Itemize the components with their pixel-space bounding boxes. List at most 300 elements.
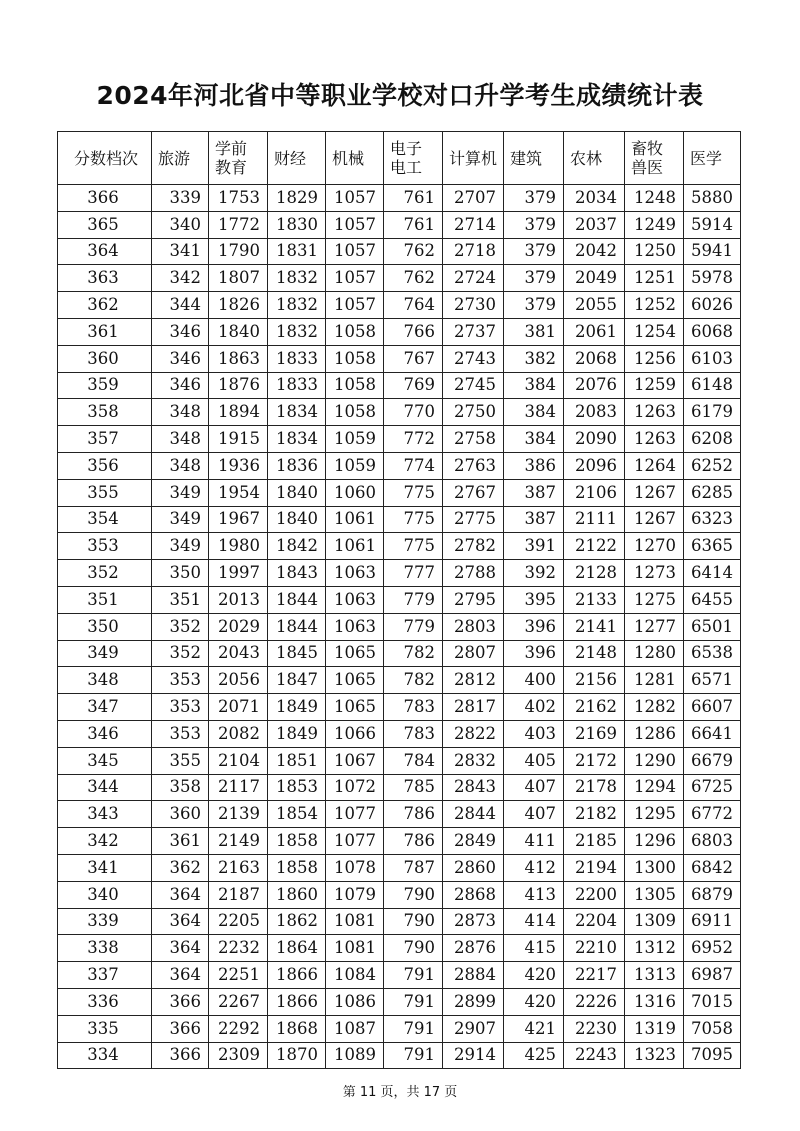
count-cell: 1863 <box>209 345 268 372</box>
count-cell: 2082 <box>209 720 268 747</box>
count-cell: 351 <box>152 586 209 613</box>
count-cell: 2013 <box>209 586 268 613</box>
column-header: 分数档次 <box>58 132 152 185</box>
count-cell: 6208 <box>684 426 741 453</box>
count-cell: 396 <box>504 640 564 667</box>
count-cell: 1832 <box>268 292 326 319</box>
count-cell: 2232 <box>209 935 268 962</box>
count-cell: 6285 <box>684 479 741 506</box>
count-cell: 769 <box>384 372 443 399</box>
count-cell: 1295 <box>625 801 684 828</box>
count-cell: 366 <box>152 988 209 1015</box>
count-cell: 1286 <box>625 720 684 747</box>
count-cell: 2775 <box>443 506 504 533</box>
count-cell: 1259 <box>625 372 684 399</box>
count-cell: 783 <box>384 694 443 721</box>
count-cell: 2043 <box>209 640 268 667</box>
table-row <box>58 452 741 479</box>
count-cell: 382 <box>504 345 564 372</box>
table-row <box>58 372 741 399</box>
count-cell: 2707 <box>443 185 504 212</box>
count-cell: 1058 <box>326 399 384 426</box>
score-cell: 336 <box>58 988 152 1015</box>
count-cell: 1840 <box>268 479 326 506</box>
count-cell: 364 <box>152 935 209 962</box>
count-cell: 352 <box>152 613 209 640</box>
count-cell: 1997 <box>209 560 268 587</box>
score-cell: 351 <box>58 586 152 613</box>
count-cell: 358 <box>152 774 209 801</box>
count-cell: 2122 <box>564 533 625 560</box>
count-cell: 1058 <box>326 372 384 399</box>
count-cell: 2106 <box>564 479 625 506</box>
count-cell: 2750 <box>443 399 504 426</box>
score-cell: 364 <box>58 238 152 265</box>
count-cell: 1079 <box>326 881 384 908</box>
count-cell: 414 <box>504 908 564 935</box>
count-cell: 1057 <box>326 238 384 265</box>
count-cell: 2849 <box>443 828 504 855</box>
table-row <box>58 238 741 265</box>
count-cell: 1081 <box>326 935 384 962</box>
count-cell: 2737 <box>443 318 504 345</box>
count-cell: 7058 <box>684 1015 741 1042</box>
count-cell: 348 <box>152 399 209 426</box>
column-header: 电子 电工 <box>384 132 443 185</box>
count-cell: 2083 <box>564 399 625 426</box>
count-cell: 2169 <box>564 720 625 747</box>
count-cell: 1084 <box>326 962 384 989</box>
score-table <box>57 131 741 1069</box>
count-cell: 1894 <box>209 399 268 426</box>
count-cell: 6571 <box>684 667 741 694</box>
table-row <box>58 667 741 694</box>
table-row <box>58 1015 741 1042</box>
count-cell: 1849 <box>268 720 326 747</box>
count-cell: 2817 <box>443 694 504 721</box>
count-cell: 1270 <box>625 533 684 560</box>
table-row <box>58 586 741 613</box>
count-cell: 2185 <box>564 828 625 855</box>
count-cell: 1840 <box>209 318 268 345</box>
count-cell: 387 <box>504 506 564 533</box>
count-cell: 2034 <box>564 185 625 212</box>
count-cell: 1267 <box>625 506 684 533</box>
count-cell: 425 <box>504 1042 564 1069</box>
score-cell: 341 <box>58 854 152 881</box>
count-cell: 2788 <box>443 560 504 587</box>
count-cell: 1832 <box>268 265 326 292</box>
count-cell: 395 <box>504 586 564 613</box>
count-cell: 2844 <box>443 801 504 828</box>
count-cell: 1305 <box>625 881 684 908</box>
count-cell: 384 <box>504 372 564 399</box>
count-cell: 1254 <box>625 318 684 345</box>
count-cell: 361 <box>152 828 209 855</box>
score-cell: 346 <box>58 720 152 747</box>
count-cell: 2803 <box>443 613 504 640</box>
score-cell: 356 <box>58 452 152 479</box>
count-cell: 2907 <box>443 1015 504 1042</box>
count-cell: 1309 <box>625 908 684 935</box>
count-cell: 770 <box>384 399 443 426</box>
count-cell: 340 <box>152 211 209 238</box>
table-row <box>58 988 741 1015</box>
count-cell: 2156 <box>564 667 625 694</box>
count-cell: 1858 <box>268 854 326 881</box>
score-cell: 355 <box>58 479 152 506</box>
count-cell: 1829 <box>268 185 326 212</box>
count-cell: 2724 <box>443 265 504 292</box>
count-cell: 7015 <box>684 988 741 1015</box>
score-cell: 352 <box>58 560 152 587</box>
count-cell: 2182 <box>564 801 625 828</box>
count-cell: 1252 <box>625 292 684 319</box>
count-cell: 762 <box>384 265 443 292</box>
count-cell: 379 <box>504 292 564 319</box>
count-cell: 2884 <box>443 962 504 989</box>
table-header-row <box>58 132 741 185</box>
count-cell: 6148 <box>684 372 741 399</box>
count-cell: 6026 <box>684 292 741 319</box>
count-cell: 420 <box>504 962 564 989</box>
count-cell: 2133 <box>564 586 625 613</box>
table-row <box>58 345 741 372</box>
count-cell: 2876 <box>443 935 504 962</box>
count-cell: 391 <box>504 533 564 560</box>
score-cell: 343 <box>58 801 152 828</box>
count-cell: 2743 <box>443 345 504 372</box>
count-cell: 6414 <box>684 560 741 587</box>
count-cell: 360 <box>152 801 209 828</box>
count-cell: 2745 <box>443 372 504 399</box>
table-row <box>58 426 741 453</box>
count-cell: 6501 <box>684 613 741 640</box>
count-cell: 1251 <box>625 265 684 292</box>
count-cell: 1868 <box>268 1015 326 1042</box>
count-cell: 1834 <box>268 399 326 426</box>
column-header: 医学 <box>684 132 741 185</box>
count-cell: 2200 <box>564 881 625 908</box>
count-cell: 1967 <box>209 506 268 533</box>
count-cell: 790 <box>384 908 443 935</box>
count-cell: 6068 <box>684 318 741 345</box>
count-cell: 2163 <box>209 854 268 881</box>
count-cell: 786 <box>384 828 443 855</box>
score-cell: 340 <box>58 881 152 908</box>
count-cell: 2149 <box>209 828 268 855</box>
table-row <box>58 962 741 989</box>
count-cell: 791 <box>384 962 443 989</box>
count-cell: 1072 <box>326 774 384 801</box>
count-cell: 2795 <box>443 586 504 613</box>
count-cell: 2868 <box>443 881 504 908</box>
count-cell: 349 <box>152 479 209 506</box>
count-cell: 775 <box>384 533 443 560</box>
count-cell: 346 <box>152 345 209 372</box>
count-cell: 381 <box>504 318 564 345</box>
count-cell: 2172 <box>564 747 625 774</box>
count-cell: 1833 <box>268 372 326 399</box>
count-cell: 1256 <box>625 345 684 372</box>
table-row <box>58 828 741 855</box>
count-cell: 353 <box>152 720 209 747</box>
count-cell: 1081 <box>326 908 384 935</box>
count-cell: 2037 <box>564 211 625 238</box>
count-cell: 1065 <box>326 667 384 694</box>
count-cell: 1060 <box>326 479 384 506</box>
count-cell: 787 <box>384 854 443 881</box>
count-cell: 346 <box>152 372 209 399</box>
count-cell: 1954 <box>209 479 268 506</box>
count-cell: 779 <box>384 613 443 640</box>
count-cell: 786 <box>384 801 443 828</box>
count-cell: 2251 <box>209 962 268 989</box>
count-cell: 1844 <box>268 586 326 613</box>
count-cell: 2139 <box>209 801 268 828</box>
count-cell: 6772 <box>684 801 741 828</box>
count-cell: 1280 <box>625 640 684 667</box>
count-cell: 783 <box>384 720 443 747</box>
count-cell: 411 <box>504 828 564 855</box>
column-header: 畜牧 兽医 <box>625 132 684 185</box>
count-cell: 402 <box>504 694 564 721</box>
count-cell: 1323 <box>625 1042 684 1069</box>
table-row <box>58 318 741 345</box>
score-cell: 362 <box>58 292 152 319</box>
count-cell: 1063 <box>326 586 384 613</box>
count-cell: 1851 <box>268 747 326 774</box>
score-cell: 354 <box>58 506 152 533</box>
count-cell: 5880 <box>684 185 741 212</box>
count-cell: 775 <box>384 506 443 533</box>
score-cell: 342 <box>58 828 152 855</box>
score-cell: 347 <box>58 694 152 721</box>
count-cell: 2111 <box>564 506 625 533</box>
column-header: 农林 <box>564 132 625 185</box>
count-cell: 1067 <box>326 747 384 774</box>
count-cell: 342 <box>152 265 209 292</box>
count-cell: 1876 <box>209 372 268 399</box>
count-cell: 2292 <box>209 1015 268 1042</box>
count-cell: 2042 <box>564 238 625 265</box>
count-cell: 6952 <box>684 935 741 962</box>
count-cell: 2049 <box>564 265 625 292</box>
count-cell: 379 <box>504 265 564 292</box>
count-cell: 791 <box>384 1042 443 1069</box>
score-cell: 360 <box>58 345 152 372</box>
column-header: 计算机 <box>443 132 504 185</box>
column-header: 旅游 <box>152 132 209 185</box>
count-cell: 1845 <box>268 640 326 667</box>
count-cell: 353 <box>152 667 209 694</box>
score-cell: 335 <box>58 1015 152 1042</box>
count-cell: 1844 <box>268 613 326 640</box>
count-cell: 791 <box>384 988 443 1015</box>
count-cell: 413 <box>504 881 564 908</box>
count-cell: 384 <box>504 426 564 453</box>
count-cell: 2141 <box>564 613 625 640</box>
count-cell: 2217 <box>564 962 625 989</box>
count-cell: 1316 <box>625 988 684 1015</box>
count-cell: 2090 <box>564 426 625 453</box>
score-cell: 353 <box>58 533 152 560</box>
table-row <box>58 774 741 801</box>
count-cell: 407 <box>504 774 564 801</box>
count-cell: 1263 <box>625 399 684 426</box>
count-cell: 1058 <box>326 345 384 372</box>
count-cell: 1847 <box>268 667 326 694</box>
count-cell: 1296 <box>625 828 684 855</box>
count-cell: 784 <box>384 747 443 774</box>
count-cell: 2194 <box>564 854 625 881</box>
count-cell: 1250 <box>625 238 684 265</box>
count-cell: 791 <box>384 1015 443 1042</box>
score-cell: 357 <box>58 426 152 453</box>
table-row <box>58 801 741 828</box>
count-cell: 2162 <box>564 694 625 721</box>
count-cell: 1263 <box>625 426 684 453</box>
score-cell: 345 <box>58 747 152 774</box>
count-cell: 1936 <box>209 452 268 479</box>
count-cell: 1860 <box>268 881 326 908</box>
count-cell: 1087 <box>326 1015 384 1042</box>
count-cell: 7095 <box>684 1042 741 1069</box>
count-cell: 6252 <box>684 452 741 479</box>
page-footer: 第 11 页，共 17 页 <box>342 1085 458 1100</box>
count-cell: 1831 <box>268 238 326 265</box>
count-cell: 1063 <box>326 560 384 587</box>
count-cell: 1275 <box>625 586 684 613</box>
count-cell: 421 <box>504 1015 564 1042</box>
score-cell: 338 <box>58 935 152 962</box>
count-cell: 346 <box>152 318 209 345</box>
count-cell: 379 <box>504 211 564 238</box>
score-cell: 359 <box>58 372 152 399</box>
count-cell: 2076 <box>564 372 625 399</box>
count-cell: 1078 <box>326 854 384 881</box>
count-cell: 1772 <box>209 211 268 238</box>
count-cell: 1843 <box>268 560 326 587</box>
column-header: 机械 <box>326 132 384 185</box>
count-cell: 1832 <box>268 318 326 345</box>
count-cell: 339 <box>152 185 209 212</box>
count-cell: 1300 <box>625 854 684 881</box>
count-cell: 777 <box>384 560 443 587</box>
count-cell: 6365 <box>684 533 741 560</box>
count-cell: 355 <box>152 747 209 774</box>
count-cell: 782 <box>384 667 443 694</box>
count-cell: 415 <box>504 935 564 962</box>
count-cell: 1077 <box>326 828 384 855</box>
count-cell: 1077 <box>326 801 384 828</box>
count-cell: 767 <box>384 345 443 372</box>
count-cell: 772 <box>384 426 443 453</box>
score-cell: 337 <box>58 962 152 989</box>
count-cell: 6323 <box>684 506 741 533</box>
table-row <box>58 935 741 962</box>
count-cell: 2763 <box>443 452 504 479</box>
table-row <box>58 292 741 319</box>
count-cell: 761 <box>384 211 443 238</box>
count-cell: 1059 <box>326 452 384 479</box>
table-row <box>58 506 741 533</box>
count-cell: 1830 <box>268 211 326 238</box>
table-row <box>58 399 741 426</box>
table-row <box>58 854 741 881</box>
count-cell: 2071 <box>209 694 268 721</box>
count-cell: 2029 <box>209 613 268 640</box>
count-cell: 348 <box>152 426 209 453</box>
count-cell: 1065 <box>326 640 384 667</box>
count-cell: 6641 <box>684 720 741 747</box>
count-cell: 5914 <box>684 211 741 238</box>
count-cell: 5941 <box>684 238 741 265</box>
table-row <box>58 533 741 560</box>
count-cell: 2309 <box>209 1042 268 1069</box>
count-cell: 349 <box>152 506 209 533</box>
count-cell: 364 <box>152 881 209 908</box>
count-cell: 1915 <box>209 426 268 453</box>
count-cell: 6911 <box>684 908 741 935</box>
count-cell: 2718 <box>443 238 504 265</box>
table-row <box>58 881 741 908</box>
table-row <box>58 747 741 774</box>
table-row <box>58 640 741 667</box>
count-cell: 366 <box>152 1015 209 1042</box>
score-cell: 366 <box>58 185 152 212</box>
count-cell: 6679 <box>684 747 741 774</box>
score-cell: 361 <box>58 318 152 345</box>
count-cell: 387 <box>504 479 564 506</box>
count-cell: 1294 <box>625 774 684 801</box>
table-row <box>58 560 741 587</box>
count-cell: 2104 <box>209 747 268 774</box>
count-cell: 1312 <box>625 935 684 962</box>
score-cell: 349 <box>58 640 152 667</box>
count-cell: 1282 <box>625 694 684 721</box>
count-cell: 1842 <box>268 533 326 560</box>
count-cell: 6987 <box>684 962 741 989</box>
count-cell: 764 <box>384 292 443 319</box>
count-cell: 2128 <box>564 560 625 587</box>
count-cell: 1273 <box>625 560 684 587</box>
count-cell: 392 <box>504 560 564 587</box>
count-cell: 1858 <box>268 828 326 855</box>
count-cell: 2061 <box>564 318 625 345</box>
count-cell: 6803 <box>684 828 741 855</box>
count-cell: 2873 <box>443 908 504 935</box>
count-cell: 420 <box>504 988 564 1015</box>
count-cell: 762 <box>384 238 443 265</box>
count-cell: 1834 <box>268 426 326 453</box>
table-row <box>58 908 741 935</box>
score-cell: 344 <box>58 774 152 801</box>
count-cell: 1753 <box>209 185 268 212</box>
count-cell: 1790 <box>209 238 268 265</box>
count-cell: 2178 <box>564 774 625 801</box>
count-cell: 2807 <box>443 640 504 667</box>
count-cell: 364 <box>152 908 209 935</box>
count-cell: 1057 <box>326 211 384 238</box>
count-cell: 1057 <box>326 185 384 212</box>
count-cell: 1840 <box>268 506 326 533</box>
table-row <box>58 185 741 212</box>
count-cell: 1086 <box>326 988 384 1015</box>
count-cell: 2226 <box>564 988 625 1015</box>
score-cell: 339 <box>58 908 152 935</box>
count-cell: 1833 <box>268 345 326 372</box>
